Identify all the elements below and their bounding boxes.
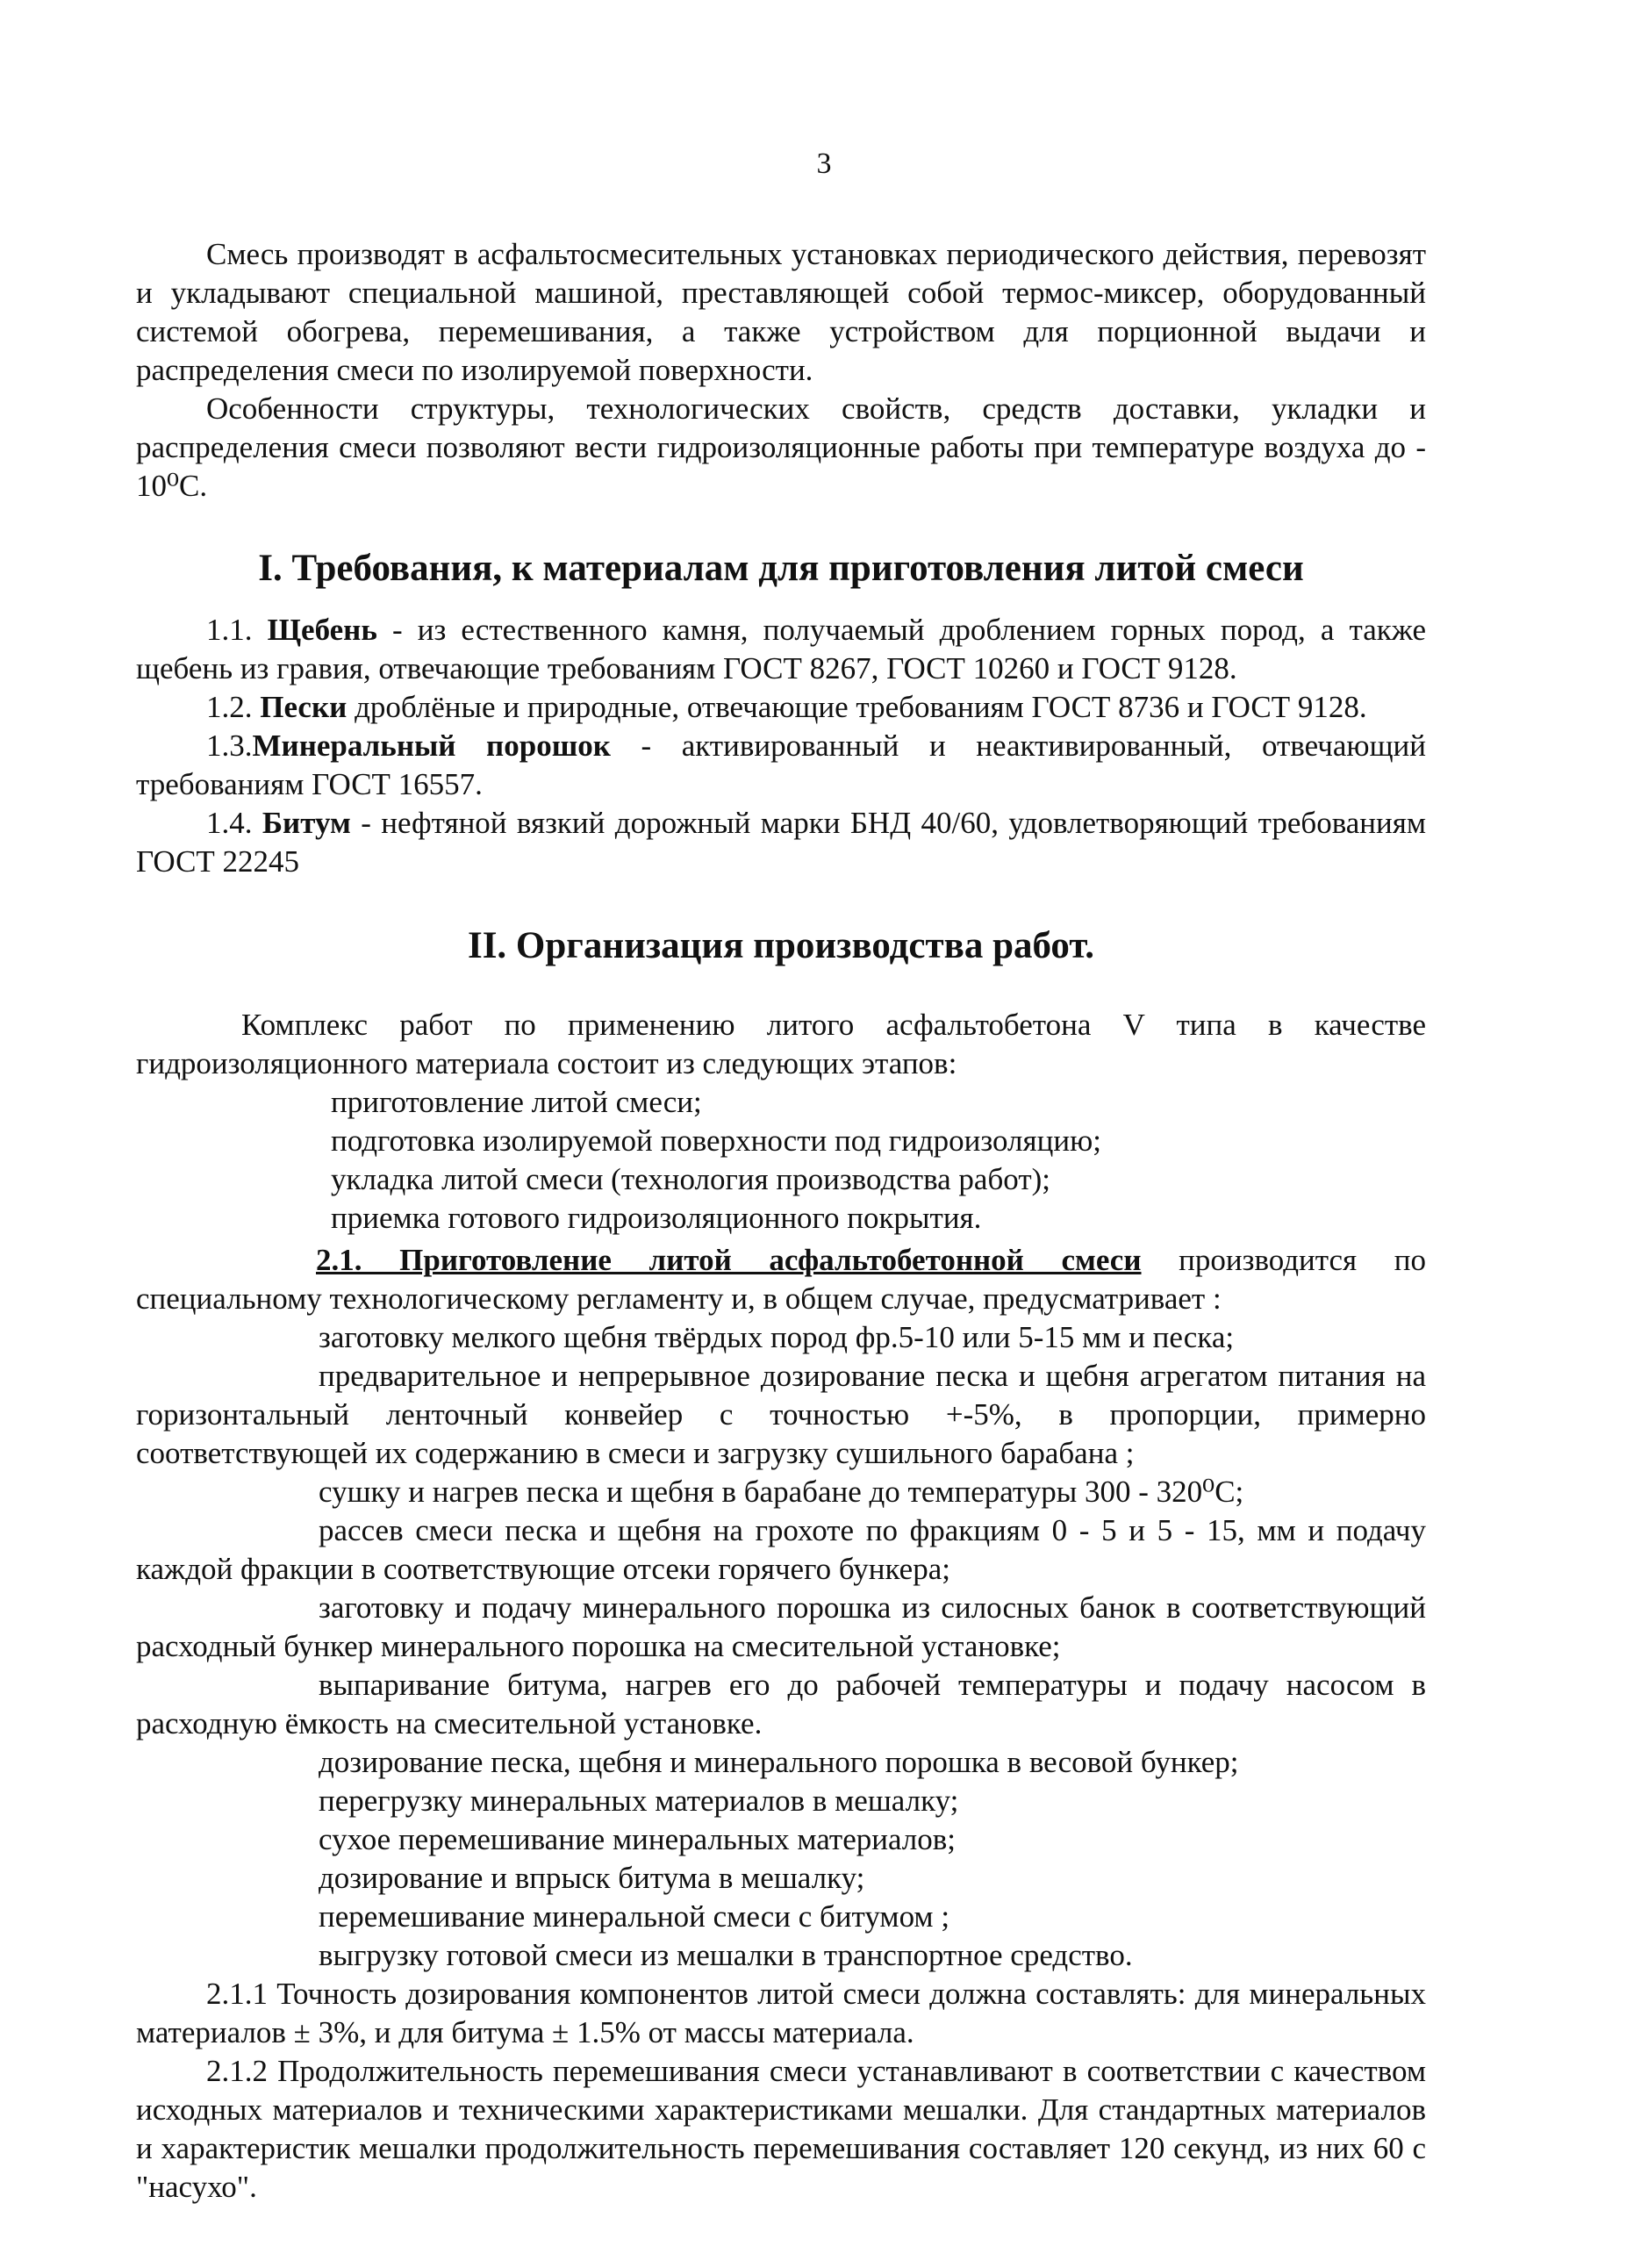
stage-item: приемка готового гидроизоляционного покрытия. (331, 1201, 982, 1235)
process-item: заготовку и подачу минерального порошка из силосных банок в соответствующий расходный бункер минерального порошка на смесительной установке; (136, 1590, 1426, 1663)
process-item: перемешивание минеральной смеси с битумом ; (319, 1899, 950, 1934)
intro-paragraph-2: Особенности структуры, технологических свойств, средств доставки, укладки и распределения смеси позволяют вести гидроизоляционные работы при температуре воздуха до - 10⁰С. (136, 391, 1426, 503)
section2-heading: II. Организация производства работ. (467, 925, 1095, 966)
subsection-2-1-text: производится по специальному технологическому регламенту и, в общем случае, предусматривает : (136, 1243, 1426, 1316)
stage-item: приготовление литой смеси; (331, 1085, 702, 1119)
process-item: выпаривание битума, нагрев его до рабочей температуры и подачу насосом в расходную ёмкость на смесительной установке. (136, 1668, 1426, 1740)
section2-intro: Комплекс работ по применению литого асфальтобетона V типа в качестве гидроизоляционного материала состоит из следующих этапов: (136, 1008, 1426, 1080)
item-text: - из естественного камня, получаемый дроблением горных пород, а также щебень из гравия, отвечающие требованиям ГОСТ 8267, ГОСТ 10260 и ГОСТ 9128. (136, 613, 1426, 685)
item-number: 1.3. (206, 728, 253, 763)
item-1-4 (136, 804, 1426, 881)
stage-item: укладка литой смеси (технология производства работ); (331, 1162, 1050, 1196)
item-term: Битум (262, 806, 351, 840)
subsection-2-1-title: 2.1. Приготовление литой асфальтобетонной смеси (316, 1243, 1142, 1277)
process-item: перегрузку минеральных материалов в мешалку; (319, 1784, 959, 1818)
process-item: дозирование и впрыск битума в мешалку; (319, 1861, 865, 1895)
item-number: 1.4. (206, 806, 262, 840)
page-number: 3 (816, 147, 832, 180)
item-1-1 (136, 611, 1426, 688)
item-number: 1.1. (206, 613, 268, 647)
process-item: сушку и нагрев песка и щебня в барабане до температуры 300 - 320⁰С; (319, 1475, 1244, 1509)
process-item: заготовку мелкого щебня твёрдых пород фр.5-10 или 5-15 мм и песка; (319, 1320, 1235, 1354)
subsection-2-1 (136, 1241, 1426, 1318)
process-item: дозирование песка, щебня и минерального порошка в весовой бункер; (319, 1745, 1239, 1779)
paragraph-2-1-1: 2.1.1 Точность дозирования компонентов литой смеси должна составлять: для минеральных материалов ± 3%, и для битума ± 1.5% от массы материала. (136, 1977, 1426, 2049)
item-text: - нефтяной вязкий дорожный марки БНД 40/60, удовлетворяющий требованиям ГОСТ 22245 (136, 806, 1427, 879)
item-text: дроблёные и природные, отвечающие требованиям ГОСТ 8736 и ГОСТ 9128. (347, 690, 1367, 724)
section1-heading: I. Требования, к материалам для приготовления литой смеси (258, 548, 1304, 589)
intro-paragraph-1: Смесь производят в асфальтосмесительных установках периодического действия, перевозят и укладывают специальной машиной, преставляющей собой термос-миксер, оборудованный системой обогрева, перемешивания, а также устройством для порционной выдачи и распределения смеси по изолируемой поверхности. (136, 237, 1426, 387)
paragraph-2-1-2: 2.1.2 Продолжительность перемешивания смеси устанавливают в соответствии с качеством исходных материалов и техническими характеристиками мешалки. Для стандартных материалов и характеристик мешалки продолжительность перемешивания составляет 120 секунд, из них 60 с "насухо". (136, 2054, 1426, 2204)
process-item: предварительное и непрерывное дозирование песка и щебня агрегатом питания на горизонтальный ленточный конвейер с точностью +-5%, в пропорции, примерно соответствующей их содержанию в смеси и загрузку сушильного барабана ; (136, 1359, 1426, 1470)
process-item: сухое перемешивание минеральных материалов; (319, 1822, 957, 1856)
item-term: Минеральный порошок (252, 728, 611, 763)
stage-item: подготовка изолируемой поверхности под гидроизоляцию; (331, 1123, 1101, 1158)
item-number: 1.2. (206, 690, 261, 724)
item-1-3 (136, 727, 1426, 804)
item-term: Пески (260, 690, 348, 724)
item-term: Щебень (267, 613, 377, 647)
process-item: рассев смеси песка и щебня на грохоте по фракциям 0 - 5 и 5 - 15, мм и подачу каждой фракции в соответствующие отсеки горячего бункера; (136, 1513, 1426, 1586)
process-item: выгрузку готовой смеси из мешалки в транспортное средство. (319, 1938, 1133, 1972)
item-text: - активированный и неактивированный, отвечающий требованиям ГОСТ 16557. (136, 728, 1426, 801)
document-body (136, 235, 1426, 2207)
item-1-2 (136, 688, 1426, 727)
